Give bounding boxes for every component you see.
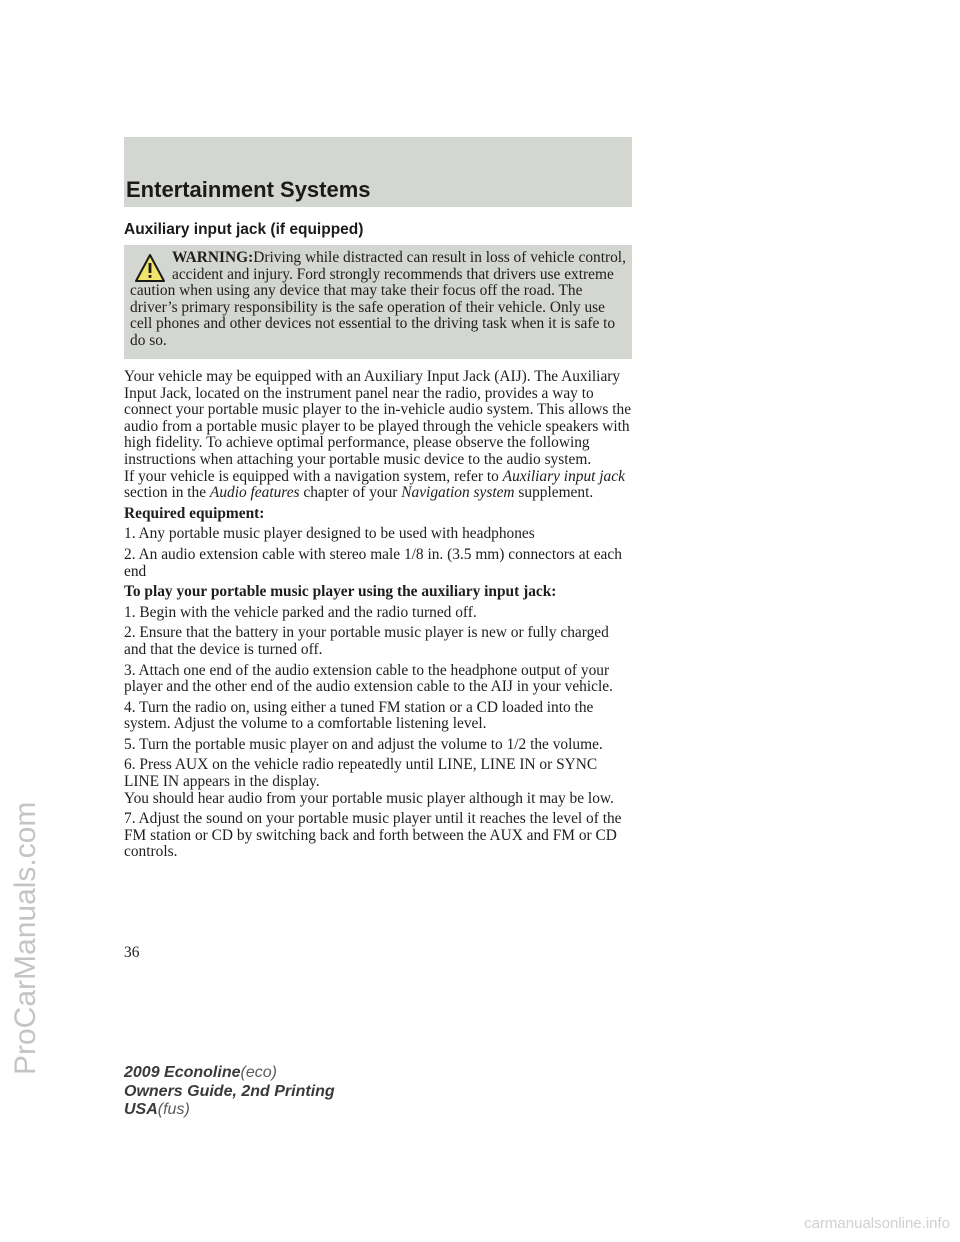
step-item: 3. Attach one end of the audio extension cable to the headphone output of your player and the other end of the audio extension cable to the AIJ in your vehicle. [124, 661, 613, 696]
bottom-watermark: carmanualsonline.info [804, 1215, 950, 1232]
step-item: 1. Begin with the vehicle parked and the radio turned off. [124, 603, 477, 621]
page-title: Entertainment Systems [126, 177, 371, 202]
body-text [124, 369, 632, 861]
footer: 2009 Econoline(eco) Owners Guide, 2nd Printing USA(fus) [124, 1064, 335, 1118]
side-watermark: ProCarManuals.com [9, 801, 42, 1075]
warning-text [130, 250, 626, 350]
warning-label: WARNING: [172, 249, 254, 266]
step-item: 7. Adjust the sound on your portable music player until it reaches the level of the FM station or CD by switching back and forth between the AUX and FM or CD controls. [124, 810, 622, 861]
step-item: 6. Press AUX on the vehicle radio repeatedly until LINE, LINE IN or SYNC LINE IN appears in the display. [124, 756, 598, 791]
note-paragraph: You should hear audio from your portable music player although it may be low. [124, 789, 614, 807]
navigation-reference: If your vehicle is equipped with a navigation system, refer to Auxiliary input jack section in the Audio features chapter of your Navigation system supplement. [124, 467, 625, 502]
list-item: 2. An audio extension cable with stereo male 1/8 in. (3.5 mm) connectors at each end [124, 545, 622, 580]
xref-navigation-system: Navigation system [401, 484, 515, 502]
section-heading: Auxiliary input jack (if equipped) [124, 221, 364, 238]
step-item: 2. Ensure that the battery in your portable music player is new or fully charged and that the device is turned off. [124, 624, 609, 658]
warning-body: Driving while distracted can result in loss of vehicle control, accident and injury. Ford strongly recommends that drivers use extreme caution when using any device that may take their focus off the road. The driver’s primary responsibility is the safe operation of their vehicle. Only use cell phones and other devices not essential to the driving task when it is safe to do so. [130, 249, 626, 349]
step-item: 5. Turn the portable music player on and adjust the volume to 1/2 the volume. [124, 735, 603, 753]
play-instructions-heading: To play your portable music player using the auxiliary input jack: [124, 583, 557, 601]
required-equipment-heading: Required equipment: [124, 504, 265, 522]
intro-paragraph: Your vehicle may be equipped with an Auxiliary Input Jack (AIJ). The Auxiliary Input Jack, located on the instrument panel near the radio, provides a way to connect your portable music player to the in-vehicle audio system. This allows the audio from a portable music player to be played through the vehicle speakers with high fidelity. To achieve optimal performance, please observe the following instructions when attaching your portable music device to the audio system. [124, 368, 632, 468]
list-item: 1. Any portable music player designed to be used with headphones [124, 525, 535, 543]
page-number: 36 [124, 944, 140, 961]
xref-auxiliary-input-jack: Auxiliary input jack [502, 467, 625, 485]
xref-audio-features: Audio features [209, 484, 300, 502]
step-item: 4. Turn the radio on, using either a tuned FM station or a CD loaded into the system. Adjust the volume to a comfortable listening level. [124, 698, 594, 733]
